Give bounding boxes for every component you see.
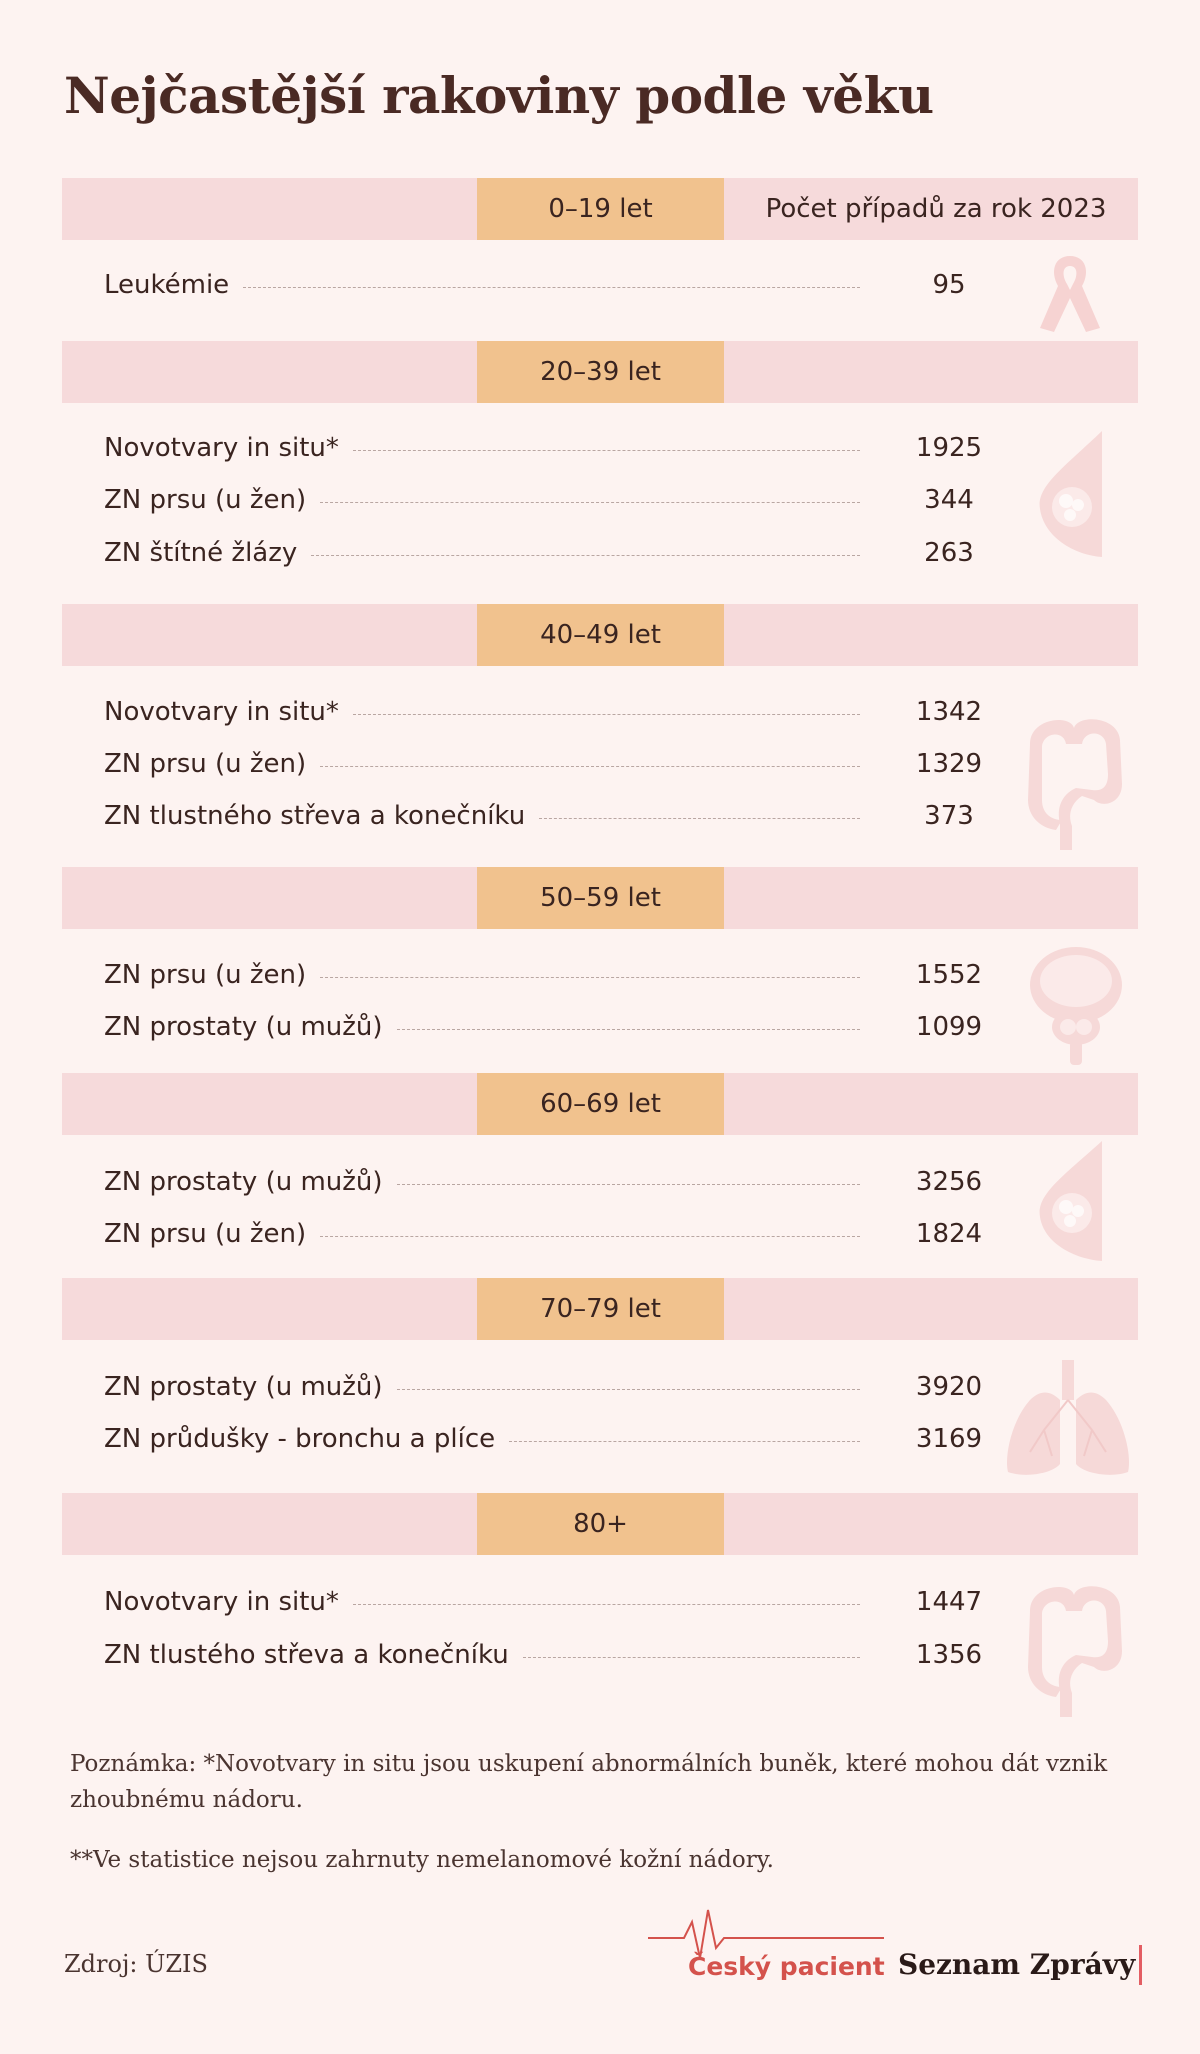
- cancer-type-label: Novotvary in situ*: [104, 433, 339, 463]
- list-item: [104, 744, 1004, 784]
- colon-icon: [1010, 704, 1136, 854]
- age-label: 60–69 let: [477, 1073, 724, 1135]
- cancer-type-label: ZN prostaty (u mužů): [104, 1167, 383, 1197]
- case-count: 3256: [915, 1167, 983, 1197]
- list-item: [104, 692, 1004, 732]
- list-item: [104, 265, 1004, 305]
- list-item: [104, 480, 1004, 520]
- lungs-icon: [1000, 1360, 1136, 1480]
- age-group-80-plus: [62, 1493, 1138, 1670]
- cancer-type-label: ZN tlustého střeva a konečníku: [104, 1640, 509, 1670]
- dotted-leader: [397, 1389, 860, 1390]
- ribbon-icon: [1032, 252, 1108, 336]
- case-count: 1356: [915, 1640, 983, 1670]
- case-count: 3920: [915, 1372, 983, 1402]
- cancer-type-label: ZN štítné žlázy: [104, 538, 298, 568]
- age-band: [62, 604, 1138, 666]
- list-item: [104, 1367, 1004, 1407]
- dotted-leader: [243, 287, 860, 288]
- cancer-type-label: Novotvary in situ*: [104, 1587, 339, 1617]
- breast-icon: [1034, 429, 1106, 559]
- dotted-leader: [509, 1441, 860, 1442]
- case-count: 95: [932, 270, 966, 300]
- cesky-pacient-logo: Český pacient: [688, 1952, 885, 1981]
- case-count: 344: [924, 485, 974, 515]
- cancer-type-label: Novotvary in situ*: [104, 697, 339, 727]
- source-label: Zdroj: ÚZIS: [64, 1950, 208, 1978]
- list-item: [104, 1635, 1004, 1675]
- age-band: [62, 341, 1138, 403]
- seznam-zpravy-logo: Seznam Zprávy: [898, 1948, 1136, 1981]
- age-group-60-69: [62, 1073, 1138, 1249]
- case-count: 1329: [915, 749, 983, 779]
- list-item: [104, 796, 1004, 836]
- case-count: 1925: [915, 433, 983, 463]
- cancer-type-label: ZN prostaty (u mužů): [104, 1372, 383, 1402]
- cancer-type-label: ZN prsu (u žen): [104, 485, 307, 515]
- age-band: [62, 1073, 1138, 1135]
- colon-icon: [1010, 1571, 1136, 1721]
- count-column-header: Počet případů za rok 2023: [765, 194, 1107, 224]
- age-label: 70–79 let: [477, 1278, 724, 1340]
- case-count: 1552: [915, 960, 983, 990]
- logo-divider: [1139, 1945, 1142, 1985]
- dotted-leader: [397, 1184, 860, 1185]
- age-label: 40–49 let: [477, 604, 724, 666]
- dotted-leader: [353, 450, 860, 451]
- age-group-20-39: [62, 341, 1138, 568]
- cancer-type-label: ZN prsu (u žen): [104, 1219, 307, 1249]
- dotted-leader: [539, 818, 860, 819]
- case-count: 373: [924, 801, 974, 831]
- age-band: [62, 1493, 1138, 1555]
- list-item: [104, 1162, 1004, 1202]
- list-item: [104, 533, 1004, 573]
- footnote-in-situ: Poznámka: *Novotvary in situ jsou uskupení abnormálních buněk, které mohou dát vznik zhoubnému nádoru.: [70, 1751, 1108, 1813]
- age-band: [62, 1278, 1138, 1340]
- dotted-leader: [320, 977, 860, 978]
- list-item: [104, 1007, 1004, 1047]
- prostate-icon: [1026, 943, 1126, 1067]
- dotted-leader: [320, 766, 860, 767]
- case-count: 1099: [915, 1012, 983, 1042]
- breast-icon: [1034, 1139, 1106, 1263]
- cancer-type-label: ZN prsu (u žen): [104, 749, 307, 779]
- dotted-leader: [320, 1236, 860, 1237]
- age-group-70-79: [62, 1278, 1138, 1454]
- case-count: 3169: [915, 1424, 983, 1454]
- age-group-50-59: [62, 867, 1138, 1042]
- dotted-leader: [320, 502, 860, 503]
- case-count: 1447: [915, 1587, 983, 1617]
- dotted-leader: [353, 1604, 860, 1605]
- age-group-0-19: [62, 178, 1138, 300]
- age-label: 20–39 let: [477, 341, 724, 403]
- case-count: 1824: [915, 1219, 983, 1249]
- cancer-type-label: Leukémie: [104, 270, 230, 300]
- dotted-leader: [523, 1657, 860, 1658]
- list-item: [104, 1214, 1004, 1254]
- cancer-type-label: ZN tlustného střeva a konečníku: [104, 801, 526, 831]
- cancer-type-label: ZN průdušky - bronchu a plíce: [104, 1424, 496, 1454]
- age-band: [62, 178, 1138, 240]
- dotted-leader: [311, 555, 860, 556]
- age-label: 50–59 let: [477, 867, 724, 929]
- list-item: [104, 428, 1004, 468]
- case-count: 1342: [915, 697, 983, 727]
- list-item: [104, 1582, 1004, 1622]
- age-label: 0–19 let: [477, 178, 724, 240]
- page-title: Nejčastější rakoviny podle věku: [64, 66, 934, 125]
- footnote-skin-tumors: **Ve statistice nejsou zahrnuty nemelanomové kožní nádory.: [70, 1847, 774, 1873]
- case-count: 263: [924, 538, 974, 568]
- age-label: 80+: [477, 1493, 724, 1555]
- cancer-type-label: ZN prsu (u žen): [104, 960, 307, 990]
- list-item: [104, 955, 1004, 995]
- age-band: [62, 867, 1138, 929]
- list-item: [104, 1419, 1004, 1459]
- dotted-leader: [353, 714, 860, 715]
- cancer-type-label: ZN prostaty (u mužů): [104, 1012, 383, 1042]
- dotted-leader: [397, 1029, 860, 1030]
- age-group-40-49: [62, 604, 1138, 831]
